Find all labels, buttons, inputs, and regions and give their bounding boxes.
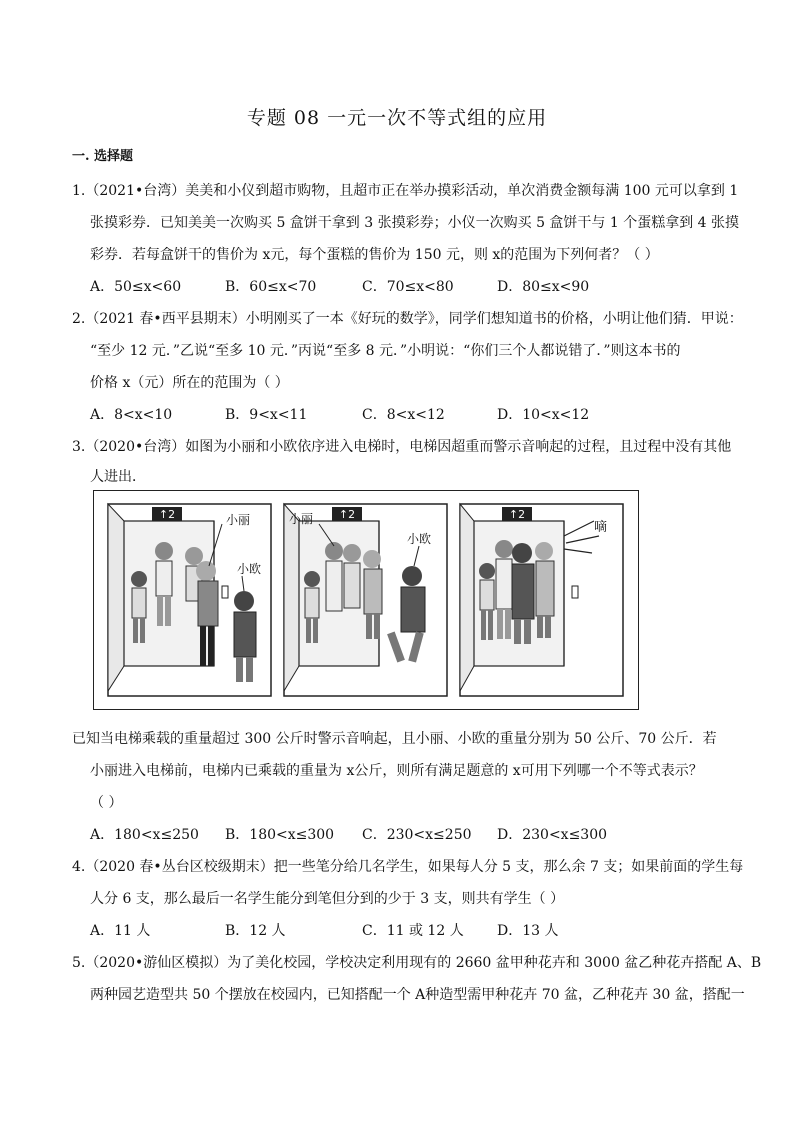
q3-line-1: 3.（2020•台湾）如图为小丽和小欧依序进入电梯时，电梯因超重而警示音响起的过程，且过程中没有其他 (72, 439, 732, 455)
q3-option-d: D．230<x≤300 (497, 827, 608, 843)
elevator-figure (93, 490, 639, 710)
q2-option-c: C．8<x<12 (362, 407, 445, 423)
q3-option-b: B．180<x≤300 (225, 827, 335, 843)
q2-line-1: 2.（2021 春•西平县期末）小明刚买了一本《好玩的数学》，同学们想知道书的价格，小明让他们猜．甲说： (72, 311, 743, 327)
q2-option-a: A．8<x<10 (90, 407, 173, 423)
q1-line-2: 张摸彩券．已知美美一次购买 5 盒饼干拿到 3 张摸彩券；小仪一次购买 5 盒饼干与 1 个蛋糕拿到 4 张摸 (90, 215, 740, 231)
elevator-illustration (94, 491, 637, 708)
q4-option-a: A．11 人 (90, 923, 151, 939)
q3-line-2: 人进出． (90, 469, 146, 485)
panel2-floor-indicator: ↑2 (338, 508, 356, 521)
panel2-label-xiaoou: 小欧 (407, 532, 432, 546)
q3-option-c: C．230<x≤250 (362, 827, 472, 843)
panel-1 (108, 504, 271, 696)
q3-after-line-1: 已知当电梯乘载的重量超过 300 公斤时警示音响起，且小丽、小欧的重量分别为 50 公斤、70 公斤．若 (72, 731, 717, 747)
panel1-label-xiaoli: 小丽 (226, 513, 251, 527)
q1-line-3: 彩券．若每盒饼干的售价为 x元，每个蛋糕的售价为 150 元，则 x的范围为下列何者？（ ） (90, 247, 659, 263)
panel3-sound-label: 嘀 (594, 520, 608, 535)
q5-line-2: 两种园艺造型共 50 个摆放在校园内，已知搭配一个 A种造型需甲种花卉 70 盆，乙种花卉 30 盆，搭配一 (90, 987, 745, 1003)
q2-option-b: B．9<x<11 (225, 407, 308, 423)
q4-option-d: D．13 人 (497, 923, 559, 939)
q4-line-2: 人分 6 支，那么最后一名学生能分到笔但分到的少于 3 支，则共有学生（ ） (90, 891, 565, 907)
panel1-label-xiaoou: 小欧 (237, 562, 262, 576)
panel-3 (460, 504, 623, 696)
q3-option-a: A．180<x≤250 (90, 827, 199, 843)
q3-after-line-3: （ ） (90, 795, 123, 811)
page-title: 专题 08 一元一次不等式组的应用 (246, 107, 548, 129)
section-heading: 一. 选择题 (72, 149, 134, 164)
q5-line-1: 5.（2020•游仙区模拟）为了美化校园，学校决定利用现有的 2660 盆甲种花卉和 3000 盆乙种花卉搭配 A、B (72, 955, 762, 971)
q4-option-c: C．11 或 12 人 (362, 923, 464, 939)
q1-option-b: B．60≤x<70 (225, 279, 317, 295)
q2-line-2: “至少 12 元．”乙说“至多 10 元．”丙说“至多 8 元．”小明说：“你们三个人都说错了．”则这本书的 (90, 343, 681, 359)
q1-option-d: D．80≤x<90 (497, 279, 590, 295)
q1-option-c: C．70≤x<80 (362, 279, 454, 295)
q1-option-a: A．50≤x<60 (90, 279, 182, 295)
q3-after-line-2: 小丽进入电梯前，电梯内已乘载的重量为 x公斤，则所有满足题意的 x可用下列哪一个不等式表示？ (90, 763, 703, 779)
q4-option-b: B．12 人 (225, 923, 286, 939)
q4-line-1: 4.（2020 春•丛台区校级期末）把一些笔分给几名学生，如果每人分 5 支，那么余 7 支；如果前面的学生每 (72, 859, 744, 875)
q2-line-3: 价格 x（元）所在的范围为（ ） (90, 375, 289, 391)
panel-2 (284, 504, 447, 696)
panel1-floor-indicator: ↑2 (158, 508, 176, 521)
panel2-label-xiaoli: 小丽 (289, 512, 314, 526)
q2-option-d: D．10<x<12 (497, 407, 590, 423)
q1-line-1: 1.（2021•台湾）美美和小仪到超市购物，且超市正在举办摸彩活动，单次消费金额每满 100 元可以拿到 1 (72, 183, 739, 199)
panel3-floor-indicator: ↑2 (508, 508, 526, 521)
